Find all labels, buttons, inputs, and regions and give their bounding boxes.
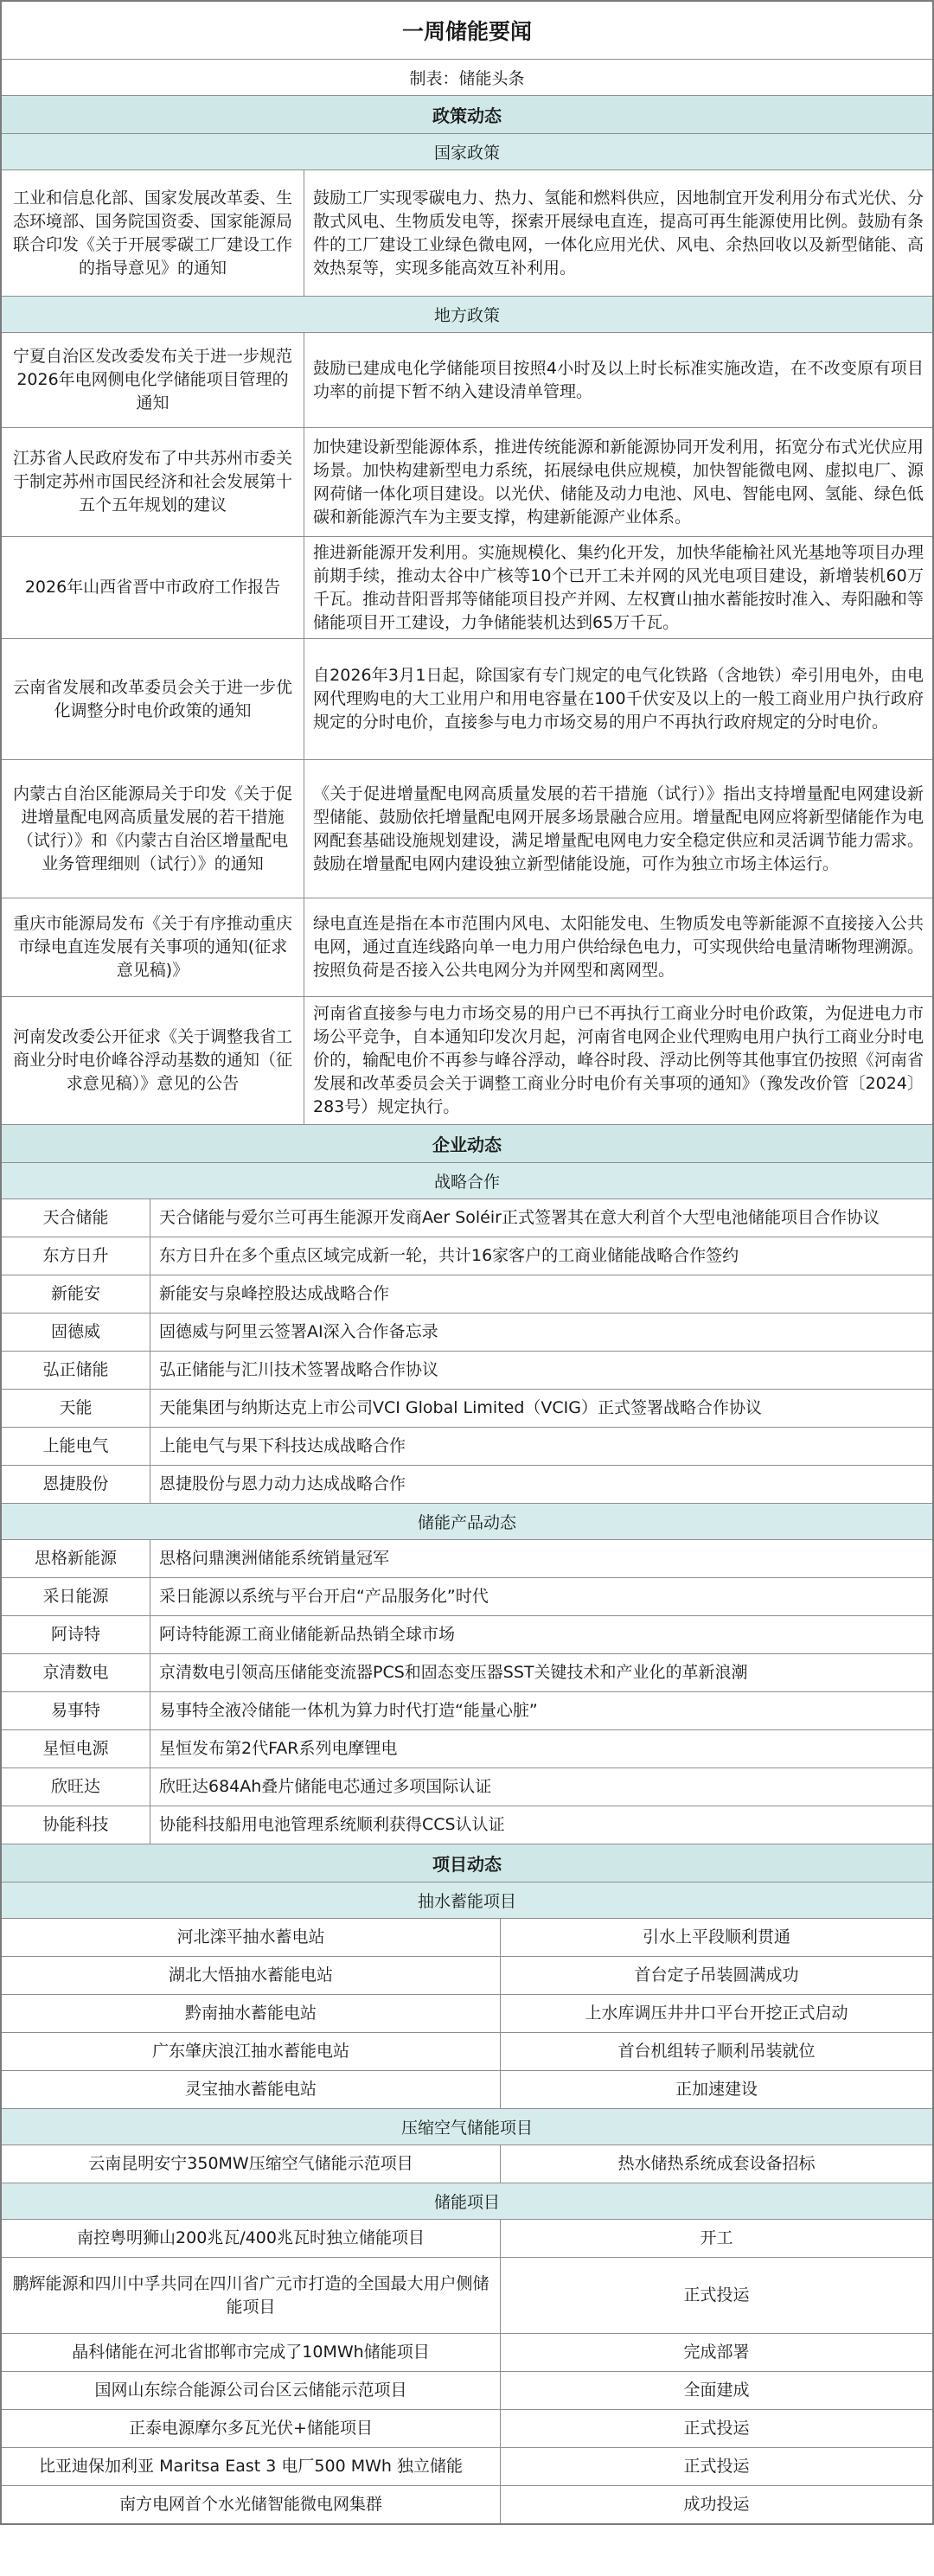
project-status: 正式投运 [683,2285,750,2304]
enterprise-row [2,1351,932,1389]
enterprise-row [2,1199,932,1237]
company-news: 思格问鼎澳洲储能系统销量冠军 [159,1549,390,1568]
company-name: 新能安 [2,1275,150,1313]
company-news: 恩捷股份与恩力动力达成战略合作 [159,1474,406,1493]
enterprise-row [2,1237,932,1275]
enterprise-row [2,1389,932,1427]
policy-row [2,638,932,759]
company-news: 上能电气与果下科技达成战略合作 [159,1436,406,1455]
project-status: 开工 [700,2228,733,2247]
enterprise-row [2,1427,932,1465]
policy-row [2,427,932,536]
enterprise-row [2,1539,932,1577]
enterprise-row [2,1465,932,1503]
policy-row [2,536,932,638]
company-name: 欣旺达 [2,1768,150,1806]
project-row [2,2219,932,2257]
project-row [2,1994,932,2032]
subsection-products: 储能产品动态 [2,1503,932,1539]
policy-desc: 《关于促进增量配电网高质量发展的若干措施（试行）》指出支持增量配电网建设新型储能、鼓励依托增量配电网开展多场景融合应用。增量配电网应将新型储能作为电网配套基础设施规划建设，满足增量配电网电力安全稳定供应和灵活调节能力需求。鼓励在增量配电网内建设独立新型储能设施，可作为独立市场主体运行。 [313,783,924,873]
project-name: 河北滦平抽水蓄电站 [2,1919,501,1956]
project-name: 广东肇庆浪江抽水蓄能电站 [2,2033,501,2070]
company-news: 欣旺达684Ah叠片储能电芯通过多项国际认证 [159,1777,492,1796]
company-news: 易事特全液冷储能一体机为算力时代打造“能量心脏” [159,1701,538,1720]
project-status: 全面建成 [683,2381,750,2400]
project-name: 晶科储能在河北省邯郸市完成了10MWh储能项目 [2,2334,501,2371]
enterprise-row [2,1653,932,1691]
policy-name: 工业和信息化部、国家发展改革委、生态环境部、国务院国资委、国家能源局联合印发《关于开展零碳工厂建设工作的指导意见》的通知 [2,170,304,296]
project-status: 引水上平段顺利贯通 [642,1927,790,1946]
company-news: 新能安与泉峰控股达成战略合作 [159,1284,390,1303]
enterprise-row [2,1313,932,1351]
section-policy: 政策动态 [2,95,932,133]
project-row [2,2485,932,2523]
policy-desc: 鼓励已建成电化学储能项目按照4小时及以上时长标准实施改造，在不改变原有项目功率的前提下暂不纳入建设清单管理。 [313,358,924,401]
company-name: 思格新能源 [2,1540,150,1577]
project-name: 正泰电源摩尔多瓦光伏+储能项目 [2,2410,501,2447]
project-row [2,2371,932,2409]
subsection-storage-projects: 储能项目 [2,2183,932,2219]
project-name: 湖北大悟抽水蓄能电站 [2,1957,501,1994]
project-status: 热水储热系统成套设备招标 [617,2154,816,2173]
company-news: 东方日升在多个重点区域完成新一轮，共计16家客户的工商业储能战略合作签约 [159,1246,739,1265]
project-status: 完成部署 [683,2343,750,2362]
enterprise-row [2,1615,932,1653]
project-row [2,1956,932,1994]
enterprise-row [2,1729,932,1767]
subsection-local-policy: 地方政策 [2,296,932,332]
policy-row [2,898,932,996]
company-name: 星恒电源 [2,1730,150,1767]
company-news: 弘正储能与汇川技术签署战略合作协议 [159,1360,439,1379]
project-name: 国网山东综合能源公司台区云储能示范项目 [2,2372,501,2409]
table-maker: 制表：储能头条 [2,59,932,95]
project-row [2,2145,932,2183]
company-name: 上能电气 [2,1428,150,1465]
company-name: 弘正储能 [2,1352,150,1389]
policy-row [2,332,932,427]
company-name: 东方日升 [2,1237,150,1275]
company-news: 天合储能与爱尔兰可再生能源开发商Aer Soléir正式签署其在意大利首个大型电池储能项目合作协议 [159,1208,880,1227]
policy-desc: 加快建设新型能源体系，推进传统能源和新能源协同开发利用，拓宽分布式光伏应用场景。加快构建新型电力系统，拓展绿电供应规模，加快智能微电网、虚拟电厂、源网荷储一体化项目建设。以光伏、储能及动力电池、风电、智能电网、氢能、绿色低碳和新能源汽车为主要支撑，构建新能源产业体系。 [313,437,924,527]
project-status: 正式投运 [683,2419,750,2438]
policy-name: 重庆市能源局发布《关于有序推动重庆市绿电直连发展有关事项的通知(征求意见稿)》 [2,898,304,996]
subsection-strategy: 战略合作 [2,1162,932,1199]
project-name: 黔南抽水蓄能电站 [2,1995,501,2032]
company-news: 阿诗特能源工商业储能新品热销全球市场 [159,1625,456,1644]
project-row [2,1918,932,1956]
policy-desc: 鼓励工厂实现零碳电力、热力、氢能和燃料供应，因地制宜开发利用分布式光伏、分散式风电、生物质发电等，探索开展绿电直连，提高可再生能源使用比例。鼓励有条件的工厂建设工业绿色微电网，一体化应用光伏、风电、余热回收以及新型储能、高效热泵等，实现多能高效互补利用。 [313,188,924,278]
policy-name: 2026年山西省晋中市政府工作报告 [2,537,304,638]
project-row [2,2032,932,2070]
subsection-national-policy: 国家政策 [2,133,932,169]
project-name: 比亚迪保加利亚 Maritsa East 3 电厂500 MWh 独立储能 [2,2448,501,2485]
policy-desc: 自2026年3月1日起，除国家有专门规定的电气化铁路（含地铁）牵引用电外，由电网代理购电的大工业用户和用电容量在100千伏安及以上的一般工商业用户执行政府规定的分时电价，直接参与电力市场交易的用户不再执行政府规定的分时电价。 [313,666,924,732]
company-name: 京清数电 [2,1654,150,1691]
project-status: 首台定子吊装圆满成功 [634,1966,799,1985]
company-name: 阿诗特 [2,1616,150,1653]
project-status: 上水库调压井井口平台开挖正式启动 [585,2004,848,2023]
enterprise-row [2,1577,932,1615]
enterprise-row [2,1691,932,1729]
project-name: 灵宝抽水蓄能电站 [2,2071,501,2108]
enterprise-row [2,1275,932,1313]
policy-name: 云南省发展和改革委员会关于进一步优化调整分时电价政策的通知 [2,639,304,759]
policy-name: 江苏省人民政府发布了中共苏州市委关于制定苏州市国民经济和社会发展第十五个五年规划的建议 [2,428,304,536]
project-name: 南控粤明狮山200兆瓦/400兆瓦时独立储能项目 [2,2220,501,2257]
project-name: 鹏辉能源和四川中孚共同在四川省广元市打造的全国最大用户侧储能项目 [2,2258,501,2334]
policy-desc: 推进新能源开发利用。实施规模化、集约化开发，加快华能榆社风光基地等项目办理前期手续，推动太谷中广核等10个已开工未并网的风光电项目建设，新增装机60万千瓦。推动昔阳晋邦等储能项目投产并网、左权寶山抽水蓄能按时准入、寿阳融和等储能项目开工建设，力争储能装机达到65万千瓦。 [313,542,924,632]
company-news: 星恒发布第2代FAR系列电摩锂电 [159,1739,398,1758]
company-name: 天合储能 [2,1199,150,1237]
project-row [2,2070,932,2108]
company-news: 固德威与阿里云签署AI深入合作备忘录 [159,1322,438,1341]
project-status: 首台机组转子顺利吊装就位 [617,2042,816,2061]
policy-name: 河南发改委公开征求《关于调整我省工商业分时电价峰谷浮动基数的通知（征求意见稿）》意见的公告 [2,997,304,1124]
company-name: 天能 [2,1390,150,1427]
company-news: 采日能源以系统与平台开启“产品服务化”时代 [159,1587,489,1606]
subsection-pumped-storage: 抽水蓄能项目 [2,1882,932,1918]
project-name: 云南昆明安宁350MW压缩空气储能示范项目 [2,2145,501,2183]
enterprise-row [2,1806,932,1844]
company-name: 恩捷股份 [2,1466,150,1503]
company-name: 协能科技 [2,1806,150,1844]
policy-name: 宁夏自治区发改委发布关于进一步规范2026年电网侧电化学储能项目管理的通知 [2,333,304,427]
section-enterprise: 企业动态 [2,1124,932,1162]
policy-desc: 河南省直接参与电力市场交易的用户已不再执行工商业分时电价政策，为促进电力市场公平竞争，自本通知印发次月起，河南省电网企业代理购电用户执行工商业分时电价的，输配电价不再参与峰谷浮动，峰谷时段、浮动比例等其他事宜仍按照《河南省发展和改革委员会关于调整工商业分时电价有关事项的通知》（豫发改价管〔2024〕283号）规定执行。 [313,1004,924,1116]
project-row [2,2409,932,2447]
project-status: 正加速建设 [675,2080,758,2099]
company-news: 协能科技船用电池管理系统顺利获得CCS认认证 [159,1815,505,1834]
project-name: 南方电网首个水光储智能微电网集群 [2,2486,501,2523]
project-row [2,2333,932,2371]
subsection-caes: 压缩空气储能项目 [2,2108,932,2145]
company-name: 采日能源 [2,1578,150,1615]
policy-desc: 绿电直连是指在本市范围内风电、太阳能发电、生物质发电等新能源不直接接入公共电网，通过直连线路向单一电力用户供给绿色电力，可实现供给电量清晰物理溯源。按照负荷是否接入公共电网分为并网型和离网型。 [313,914,924,980]
policy-row [2,996,932,1124]
policy-row [2,169,932,296]
project-status: 正式投运 [683,2457,750,2476]
project-row [2,2447,932,2485]
company-news: 天能集团与纳斯达克上市公司VCI Global Limited（VCIG）正式签署战略合作协议 [159,1398,762,1417]
section-projects: 项目动态 [2,1844,932,1882]
company-name: 固德威 [2,1314,150,1351]
policy-name: 内蒙古自治区能源局关于印发《关于促进增量配电网高质量发展的若干措施（试行）》和《内蒙古自治区增量配电业务管理细则（试行）》的通知 [2,760,304,898]
enterprise-row [2,1767,932,1806]
company-news: 京清数电引领高压储能变流器PCS和固态变压器SST关键技术和产业化的革新浪潮 [159,1663,748,1682]
project-status: 成功投运 [683,2495,750,2514]
project-row [2,2257,932,2333]
policy-row [2,759,932,898]
page-title: 一周储能要闻 [2,2,932,59]
company-name: 易事特 [2,1692,150,1729]
